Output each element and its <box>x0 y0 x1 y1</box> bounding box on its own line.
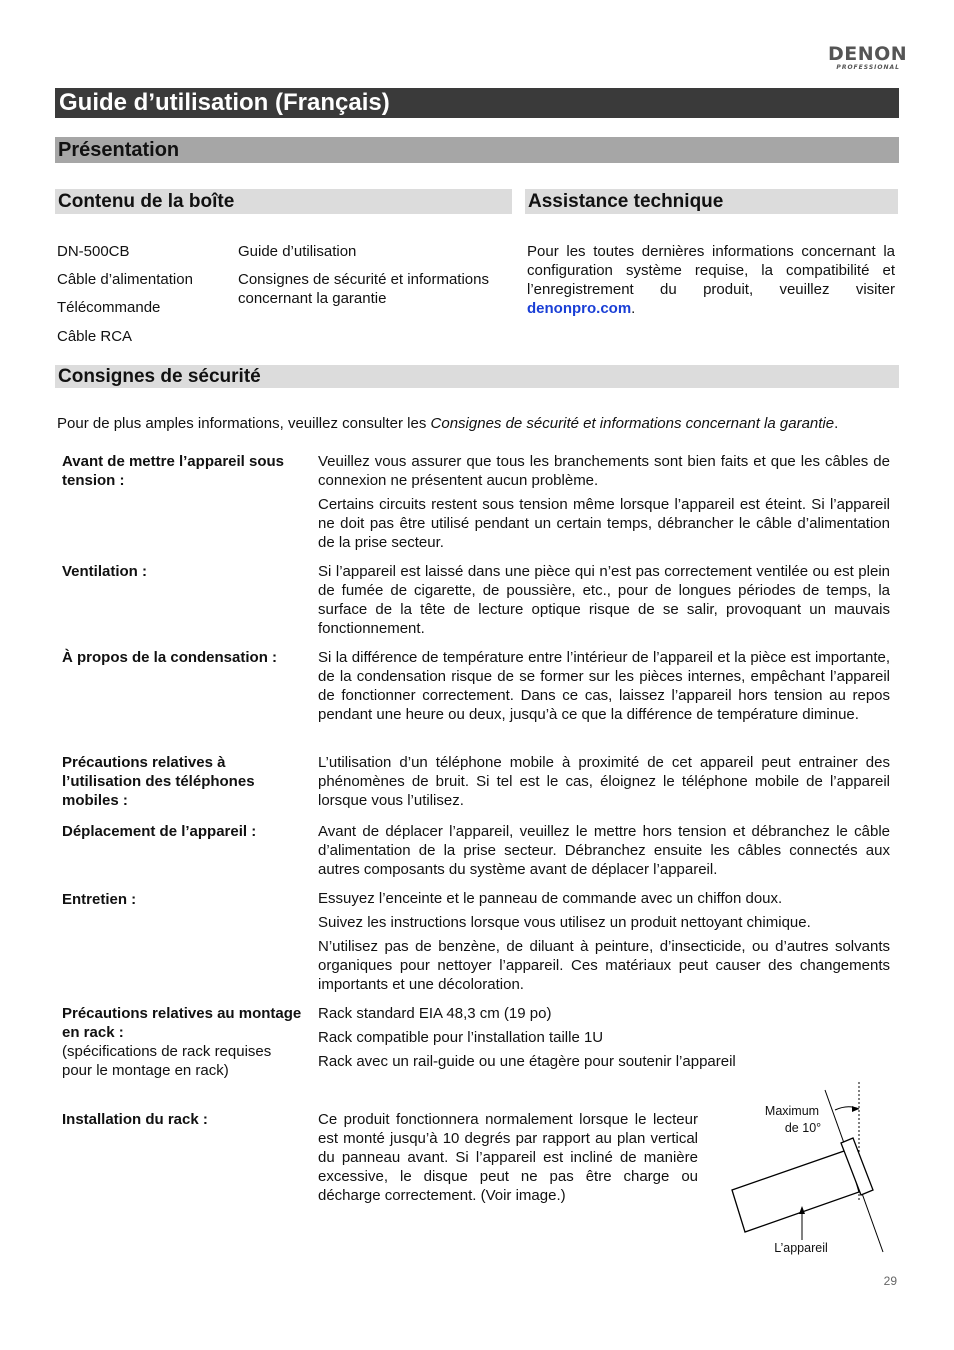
safety-paragraph: Si l’appareil est laissé dans une pièce qui n’est pas correctement ventilée ou est plein de fumée de cigarette, de poussière, etc., pour de longues périodes de temps, la surface de la tête de lecture optique risque de se salir, provoquant un mauvais fonctionnement. <box>318 563 890 637</box>
safety-desc <box>318 753 890 810</box>
page-number: 29 <box>883 1274 897 1288</box>
presentation-heading: Présentation <box>58 139 180 161</box>
safety-paragraph: Suivez les instructions lorsque vous utilisez un produit nettoyant chimique. <box>318 914 811 931</box>
brand-name: DENON <box>828 43 908 65</box>
safety-paragraph: Si la différence de température entre l’intérieur de l’appareil et la pièce est importante, de la condensation risque de se former sur les pièces internes, empêchant l’appareil de fonctionner correctement. Dans ce cas, laissez l’appareil hors tension au repos pendant une heure ou deux, jusqu’à ce que la différence de température diminue. <box>318 649 890 723</box>
safety-intro-text: Pour de plus amples informations, veuillez consulter les <box>57 415 427 432</box>
safety-intro-end: . <box>834 415 839 432</box>
safety-paragraph: Certains circuits restent sous tension même lorsque l’appareil est éteint. Si l’appareil ne doit pas être utilisé pendant un certain temps, débrancher le câble d’alimentation de la prise secteur. <box>318 496 890 551</box>
max-angle-label-1: Maximum <box>764 1104 820 1118</box>
support-text: Pour les toutes dernières informations concernant la configuration système requise, la compatibilité et l’enregistrement du produit, veuillez visiter <box>527 243 895 298</box>
device-body <box>732 1150 859 1232</box>
safety-intro-italic: Consignes de sécurité et informations concernant la garantie <box>430 415 835 432</box>
safety-paragraph: L’utilisation d’un téléphone mobile à proximité de cet appareil peut entrainer des phénomènes de bruit. Si tel est le cas, éloignez le téléphone mobile de l’appareil lorsque vous l’utilisez. <box>318 754 890 809</box>
safety-label: Déplacement de l’appareil : <box>62 823 257 840</box>
box-item: Câble d’alimentation <box>57 271 193 288</box>
safety-paragraph: Rack standard EIA 48,3 cm (19 po) <box>318 1005 552 1022</box>
safety-intro <box>57 414 899 433</box>
rack-tilt-diagram <box>725 1080 895 1270</box>
safety-desc <box>318 452 890 552</box>
safety-label: Avant de mettre l’appareil sous tension : <box>62 453 285 489</box>
safety-desc <box>318 822 890 879</box>
page-title: Guide d’utilisation (Français) <box>59 89 390 116</box>
device-label: L’appareil <box>774 1241 828 1255</box>
safety-label: Précautions relatives au montage en rack : <box>62 1005 302 1041</box>
box-contents-heading: Contenu de la boîte <box>58 191 235 212</box>
box-item: Consignes de sécurité et informations concernant la garantie <box>238 271 489 307</box>
brand-logo <box>828 43 908 71</box>
presentation-heading-bar <box>55 137 899 163</box>
safety-paragraph: Rack compatible pour l’installation taille 1U <box>318 1029 604 1046</box>
safety-label: À propos de la condensation : <box>62 649 278 666</box>
safety-label-note: (spécifications de rack requises pour le montage en rack) <box>62 1043 272 1079</box>
max-angle-label-2: de 10° <box>784 1121 822 1135</box>
angle-arrowhead <box>852 1106 859 1112</box>
safety-heading-bar <box>55 365 899 388</box>
safety-label: Installation du rack : <box>62 1111 208 1128</box>
safety-paragraph: Rack avec un rail-guide ou une étagère pour soutenir l’appareil <box>318 1053 736 1070</box>
support-link[interactable]: denonpro.com <box>527 300 632 317</box>
safety-label: Précautions relatives à l’utilisation des téléphones mobiles : <box>62 754 255 809</box>
safety-desc <box>318 648 890 724</box>
safety-paragraph: Veuillez vous assurer que tous les branchements sont bien faits et que les câbles de connexion ne présentent aucun problème. <box>318 453 890 489</box>
box-contents-heading-bar <box>55 189 512 214</box>
safety-label-block <box>62 1004 302 1080</box>
safety-paragraph: N’utilisez pas de benzène, de diluant à peinture, d’insecticide, ou d’autres solvants organiques pour nettoyer l’appareil. Ces matériaux peut causer des changements importants et une décoloration. <box>318 938 890 993</box>
support-suffix: . <box>631 300 636 317</box>
support-heading: Assistance technique <box>528 191 724 212</box>
safety-label: Entretien : <box>62 891 137 908</box>
safety-label: Ventilation : <box>62 563 148 580</box>
safety-desc <box>318 1004 890 1071</box>
safety-paragraph: Essuyez l’enceinte et le panneau de commande avec un chiffon doux. <box>318 890 783 907</box>
safety-paragraph: Ce produit fonctionnera normalement lorsque le lecteur est monté jusqu’à 10 degrés par rapport au plan vertical du panneau avant. Si l’appareil est incliné de manière excessive, le disque peut ne pas être charge ou décharge correctement. (Voir image.) <box>318 1111 698 1204</box>
safety-heading: Consignes de sécurité <box>58 366 261 387</box>
support-text-block <box>527 242 895 318</box>
safety-desc <box>318 1110 698 1205</box>
brand-tagline: PROFESSIONAL <box>836 64 900 71</box>
box-item: DN-500CB <box>57 243 130 260</box>
page-title-bar <box>55 88 899 118</box>
box-item: Câble RCA <box>57 328 133 345</box>
safety-desc <box>318 889 890 994</box>
box-item: Télécommande <box>57 299 161 316</box>
box-item: Guide d’utilisation <box>238 243 357 260</box>
safety-paragraph: Avant de déplacer l’appareil, veuillez le mettre hors tension et débranchez le câble d’alimentation de la prise secteur. Débranchez ensuite les câbles connectés aux autres composants du système avant de déplacer l’appareil. <box>318 823 890 878</box>
safety-desc <box>318 562 890 638</box>
support-heading-bar <box>525 189 898 214</box>
